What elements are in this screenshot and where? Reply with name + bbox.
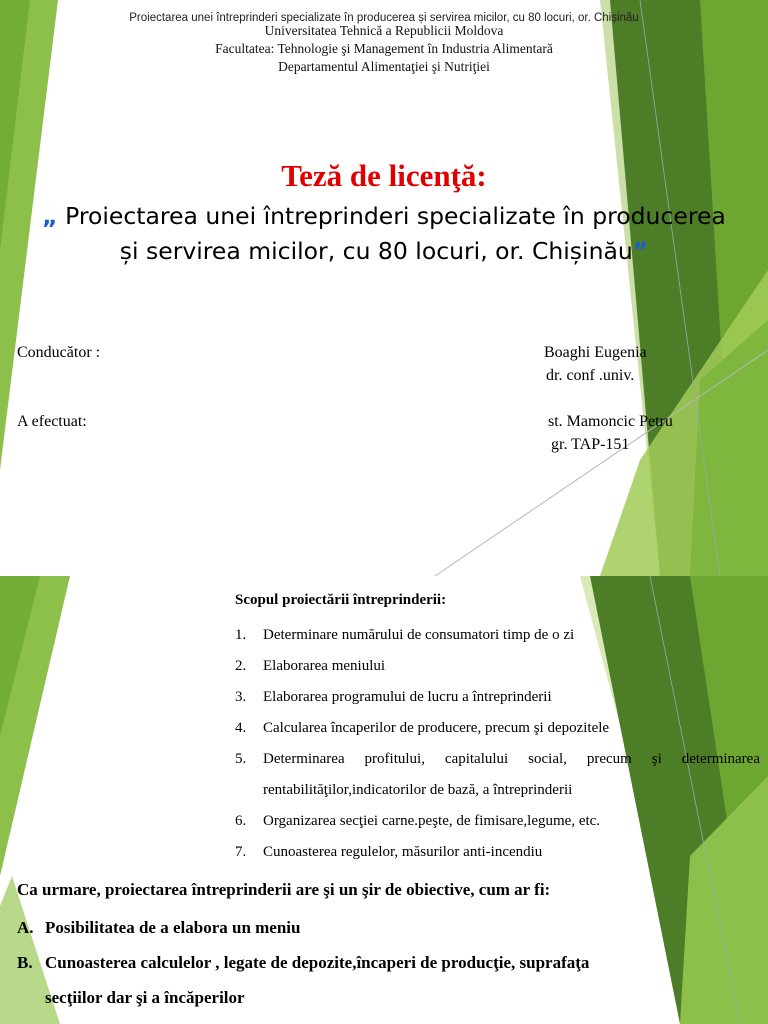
item-text: Calcularea încaperilor de producere, precum şi depozitele [263,720,610,736]
item-number: 7. [235,844,247,860]
aims-list [235,620,760,868]
item-number: 5. [235,751,247,767]
item-number: 6. [235,813,247,829]
author-name: st. Mamoncic Petru [548,413,673,430]
item-text: Organizarea secţiei carne.peşte, de fimisare,legume, etc. [263,813,601,829]
supervisor-label: Conducător : [17,344,101,361]
aims-title: Scopul proiectării întreprinderii: [235,592,447,608]
list-item [17,910,617,945]
quote-open: „ [42,202,58,230]
item-text: Determinarea profitului, capitalului social, precum şi determinarea rentabilităţilor,indicatorilor de bază, a întreprinderii [263,751,760,798]
department-name: Departamentul Alimentaţiei şi Nutriţiei [278,59,490,74]
item-number: 4. [235,720,247,736]
list-item [235,806,760,837]
author-label: A efectuat: [17,413,87,430]
header-title-line: Proiectarea unei întreprinderi specializate în producerea și servirea micilor, cu 80 locuri, or. Chișinău [129,12,639,24]
list-item [17,945,617,1015]
item-number: 3. [235,689,247,705]
item-text: Cunoasterea calculelor , legate de depozite,încaperi de producţie, suprafaţa secţiilor dar şi a încăperilor [45,953,590,1007]
list-item [235,620,760,651]
subtitle-text: Proiectarea unei întreprinderi specializate în producerea și servirea micilor, cu 80 locuri, or. Chișinău [57,202,726,265]
list-item [235,744,760,806]
item-number: 2. [235,658,247,674]
item-text: Cunoasterea regulelor, măsurilor anti-incendiu [263,844,543,860]
supervisor-title: dr. conf .univ. [546,367,635,384]
item-number: 1. [235,627,247,643]
objectives-list [17,910,617,1015]
list-item [235,713,760,744]
objectives-heading: Ca urmare, proiectarea întreprinderii are şi un şir de obiective, cum ar fi: [17,880,551,899]
thesis-subtitle [30,199,738,269]
supervisor-name: Boaghi Eugenia [544,344,647,361]
item-text: Elaborarea meniului [263,658,386,674]
item-text: Posibilitatea de a elabora un meniu [45,918,301,937]
author-group: gr. TAP-151 [551,436,630,453]
item-letter: B. [17,953,33,972]
university-name: Universitatea Tehnică a Republicii Moldova [264,23,504,38]
item-text: Determinare numărului de consumatori timp de o zi [263,627,575,643]
item-text: Elaborarea programului de lucru a întreprinderii [263,689,552,705]
list-item [235,682,760,713]
faculty-name: Facultatea: Tehnologie şi Management în Industria Alimentară [215,41,553,56]
item-letter: A. [17,918,34,937]
quote-close: ” [632,237,649,265]
list-item [235,651,760,682]
thesis-title: Teză de licenţă: [281,158,487,193]
list-item [235,837,760,868]
